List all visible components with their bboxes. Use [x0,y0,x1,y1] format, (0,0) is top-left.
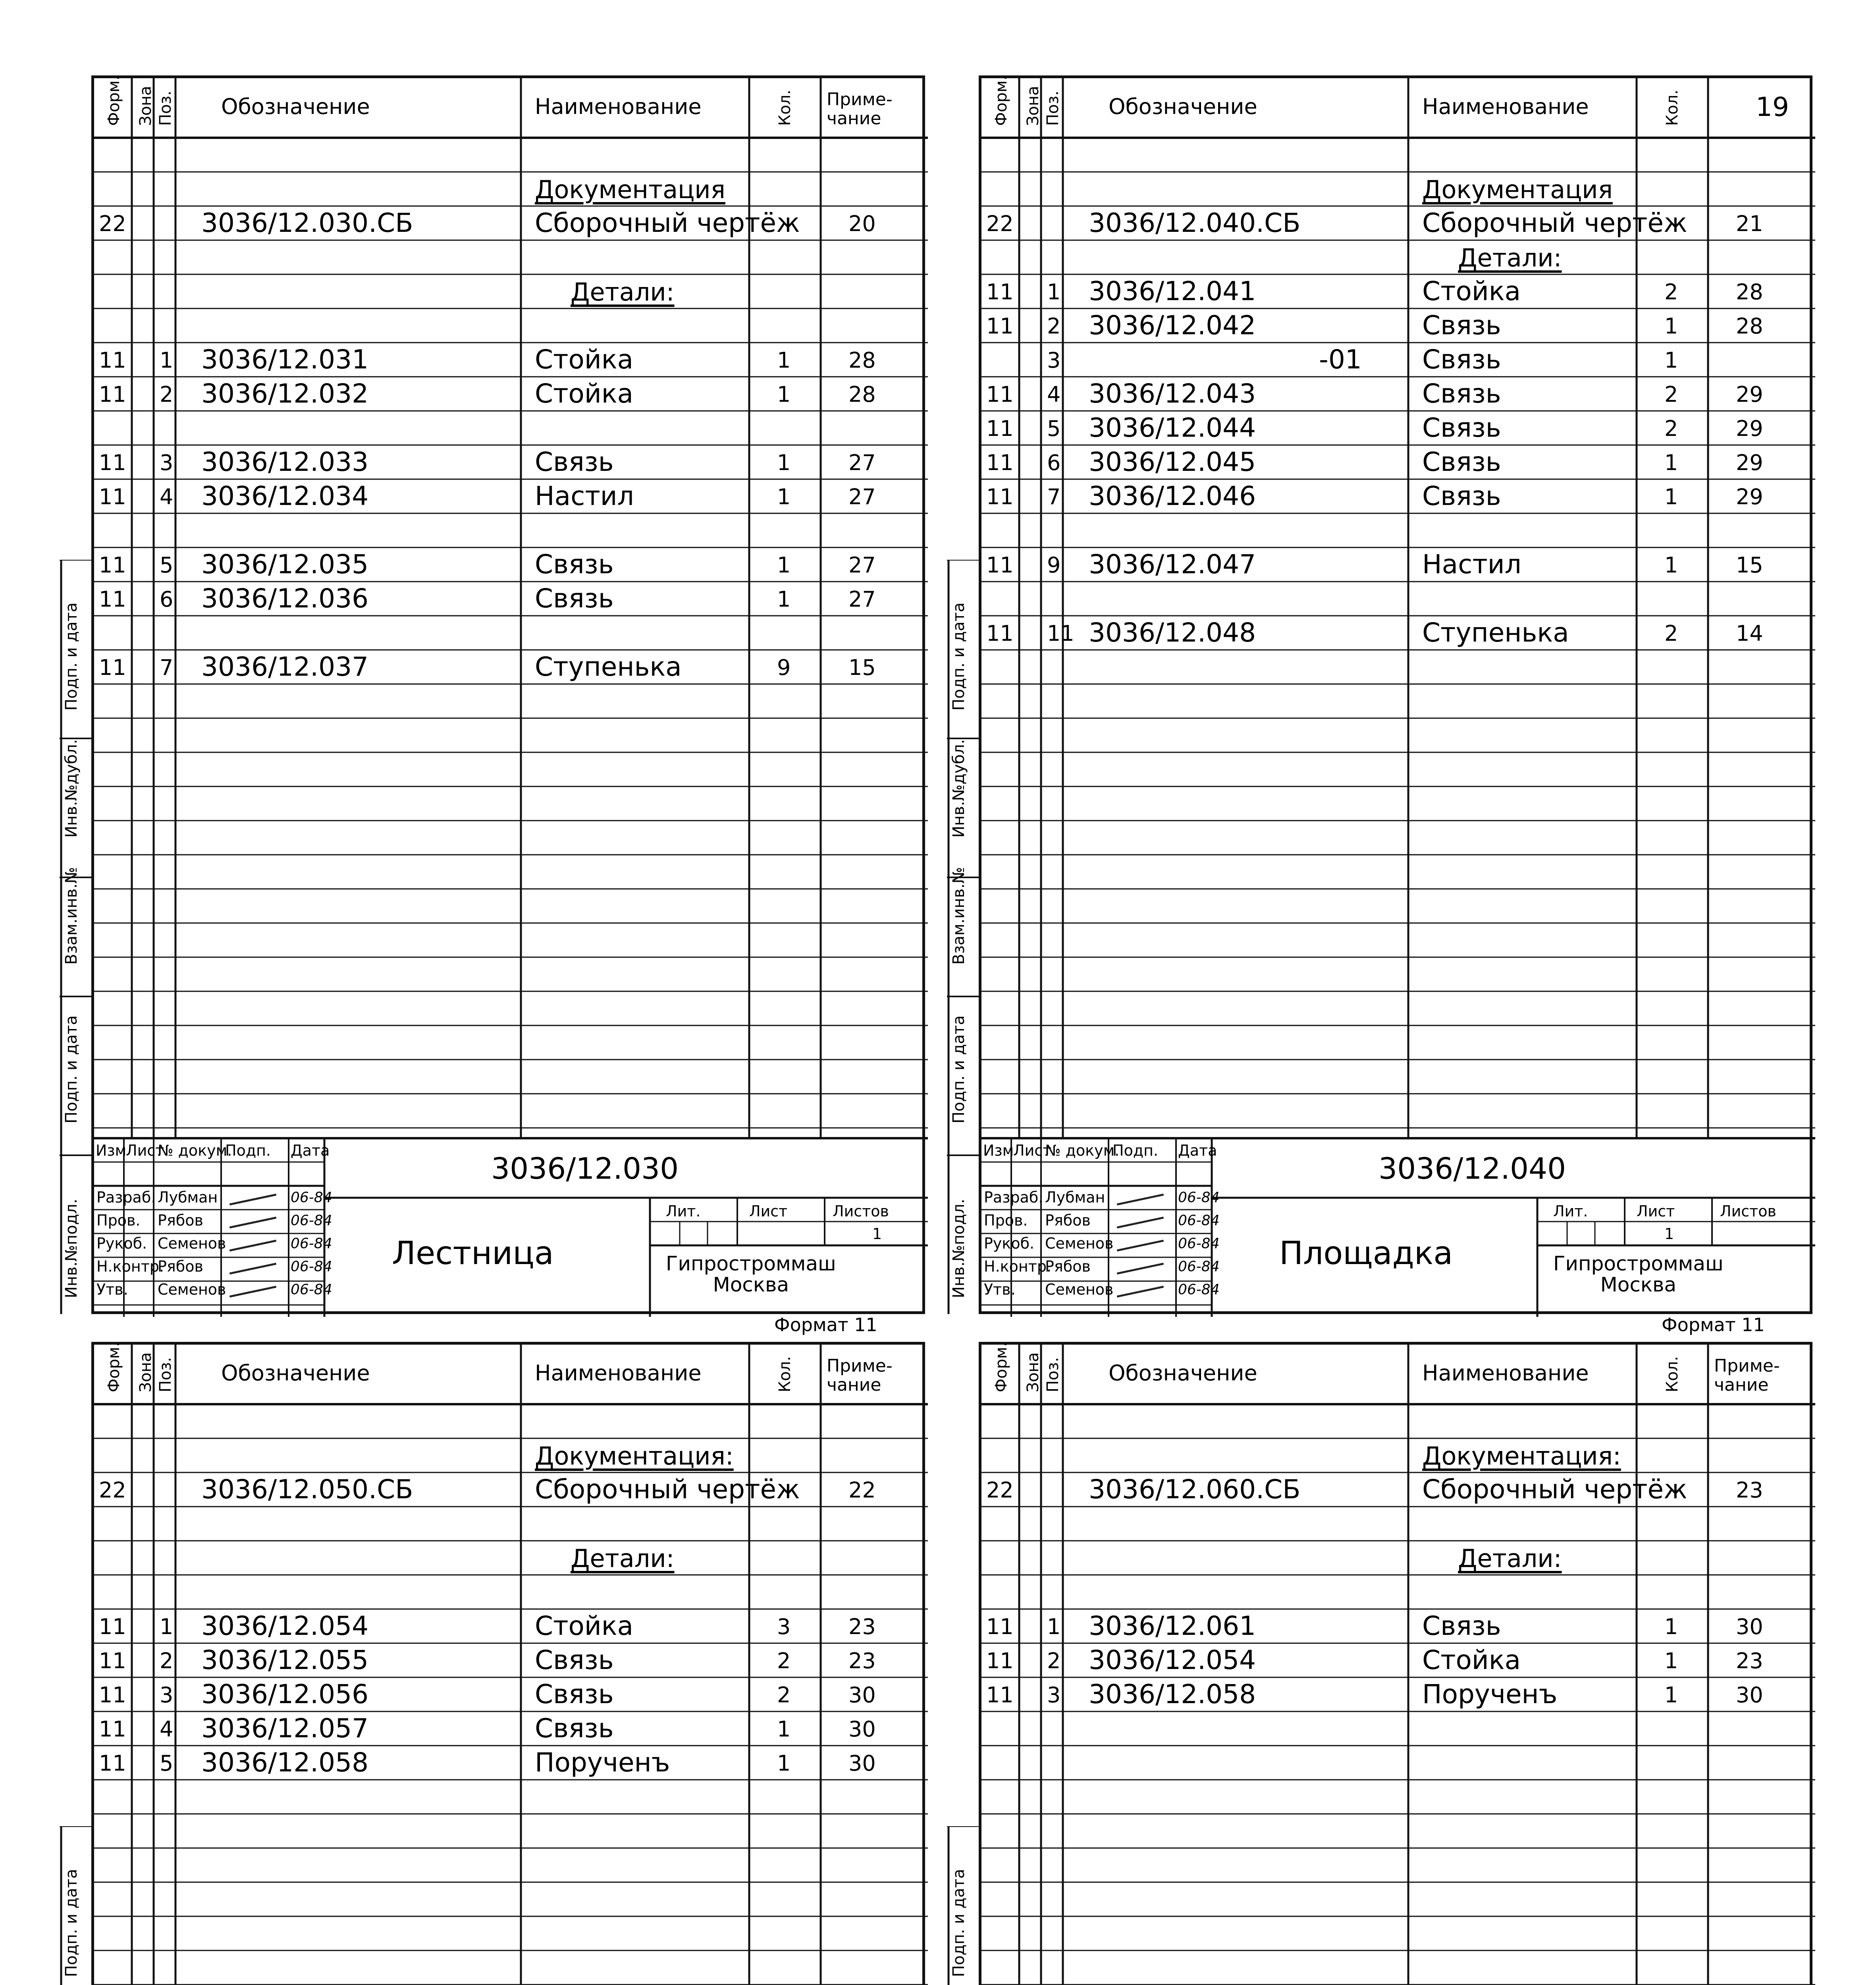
row-note: 14 [1736,621,1763,646]
tb-sheets-val: 1 [872,1225,882,1243]
row-format: 11 [986,279,1014,304]
spec-sheet [91,75,925,1314]
row-name: Связь [1422,412,1501,443]
row-format: 11 [986,621,1014,646]
tb-date: 06-84 [1178,1212,1220,1229]
row-designation: 3036/12.061 [1089,1611,1256,1641]
tb-sheet: Лист [749,1203,788,1220]
row-note: 29 [1736,382,1763,407]
row-name: Связь [1422,1611,1501,1641]
row-qty: 1 [777,348,791,373]
tb-list: Лист [1013,1142,1052,1159]
section-details: Детали: [571,278,675,306]
row-note: 27 [848,553,876,578]
row-note: 29 [1736,484,1763,509]
row-name: Связь [535,583,614,614]
row-designation: 3036/12.042 [1089,310,1256,341]
tb-izm: Изм [983,1142,1014,1159]
row-pos: 5 [1047,416,1061,441]
tb-date: 06-84 [291,1189,332,1206]
binding-strip-frame [947,560,979,1314]
row-format: 22 [99,1478,126,1503]
header-qty: Кол. [1663,89,1681,126]
row-pos: 2 [160,382,174,407]
row-designation: 3036/12.046 [1089,481,1256,511]
row-note: 15 [1736,553,1763,578]
row-name: Ступенька [535,651,682,682]
row-designation: 3036/12.058 [201,1747,369,1778]
header-name: Наименование [1422,1361,1589,1386]
header-format: Форм. [992,1341,1010,1392]
row-name: Связь [535,1645,614,1675]
tb-data: Дата [1178,1142,1217,1159]
row-pos: 4 [1047,382,1061,407]
row-pos: 3 [160,1682,174,1707]
row-pos: 4 [160,484,174,509]
header-designation: Обозначение [1109,1361,1257,1386]
row-name: Связь [1422,447,1501,477]
row-name: Настил [535,481,634,511]
row-note: 28 [848,348,876,373]
row-note: 30 [1736,1682,1763,1707]
row-designation: 3036/12.047 [1089,549,1256,580]
side-label-inv-dubl: Инв.№дубл. [950,739,968,838]
row-note: 22 [848,1478,876,1503]
tb-role: Разраб. [984,1189,1043,1206]
tb-sheets: Листов [1720,1203,1776,1220]
row-format: 11 [99,348,126,373]
section-documentation: Документация: [535,1442,734,1470]
tb-format: Формат 11 [774,1314,877,1336]
row-name: Стойка [1422,1645,1521,1675]
header-name: Наименование [1422,94,1589,119]
row-qty: 2 [1664,416,1678,441]
row-format: 11 [99,553,126,578]
tb-role: Пров. [96,1212,141,1229]
tb-title: Площадка [1279,1235,1453,1272]
row-note: 29 [1736,450,1763,475]
row-name: Сборочный чертёж [535,1474,800,1505]
header-pos: Поз. [1044,91,1062,126]
row-designation: 3036/12.050.СБ [201,1474,413,1505]
row-name: Порученъ [1422,1679,1558,1709]
row-designation: 3036/12.033 [201,447,369,477]
row-pos: 3 [1047,1682,1061,1707]
row-qty: 1 [777,1751,791,1776]
row-qty: 1 [1664,484,1678,509]
tb-document-code: 3036/12.040 [1379,1152,1566,1186]
header-note: Приме- чание [1714,1356,1780,1395]
tb-doc-no: № докум. [1045,1142,1120,1159]
row-format: 11 [99,1682,126,1707]
row-qty: 1 [777,382,791,407]
row-pos: 1 [1047,1614,1061,1639]
row-name: Порученъ [535,1747,670,1778]
header-qty: Кол. [1663,1356,1681,1392]
header-sheet-number: 19 [1756,92,1789,122]
row-format: 11 [99,1751,126,1776]
side-label-podp-data-1: Подп. и дата [62,1015,81,1124]
row-designation: 3036/12.054 [1089,1645,1256,1675]
row-name: Связь [1422,344,1501,375]
tb-format: Формат 11 [1662,1314,1765,1336]
row-qty: 1 [1664,348,1678,373]
side-label-inv-dubl: Инв.№дубл. [62,739,81,838]
row-name: Сборочный чертёж [1422,1474,1687,1505]
row-note: 23 [848,1614,876,1639]
tb-list: Лист [126,1142,164,1159]
row-note: 23 [1736,1648,1763,1673]
row-designation: 3036/12.058 [1089,1679,1256,1709]
row-name: Стойка [535,344,634,375]
row-pos: 2 [160,1648,174,1673]
side-label-podp-data-2: Подп. и дата [950,1869,968,1977]
side-label-vzam-inv: Взам.инв.№ [950,867,968,965]
tb-role: Пров. [984,1212,1028,1229]
row-qty: 3 [777,1614,791,1639]
row-name: Сборочный чертёж [535,208,800,238]
row-designation: -01 [1319,344,1362,375]
sheet-grid-lines [94,78,928,1317]
side-label-podp-data-2: Подп. и дата [950,602,968,711]
header-qty: Кол. [776,1356,794,1392]
row-note: 30 [1736,1614,1763,1639]
row-qty: 1 [777,1717,791,1742]
row-pos: 7 [160,655,174,680]
header-note: Приме- чание [827,1356,893,1395]
row-pos: 9 [1047,553,1061,578]
row-designation: 3036/12.041 [1089,276,1256,306]
tb-podp: Подп. [1112,1142,1159,1159]
tb-role: Рукоб. [96,1235,147,1252]
row-name: Настил [1422,549,1521,580]
row-qty: 1 [1664,1648,1678,1673]
side-label-vzam-inv: Взам.инв.№ [62,867,81,965]
row-name: Связь [1422,378,1501,409]
tb-date: 06-84 [1178,1235,1220,1252]
binding-strip-frame [60,560,91,1314]
tb-person: Рябов [158,1212,203,1229]
side-label-inv-podl: Инв.№подл. [950,1199,968,1298]
tb-role: Утв. [984,1281,1016,1298]
header-format: Форм. [105,75,123,126]
row-note: 27 [848,450,876,475]
row-designation: 3036/12.036 [201,583,369,614]
row-note: 23 [1736,1478,1763,1503]
tb-document-code: 3036/12.030 [491,1152,679,1186]
row-format: 22 [986,211,1014,236]
row-designation: 3036/12.045 [1089,447,1256,477]
row-note: 28 [848,382,876,407]
header-designation: Обозначение [1109,94,1257,119]
row-name: Связь [1422,481,1501,511]
tb-date: 06-84 [291,1235,332,1252]
row-format: 11 [986,450,1014,475]
row-qty: 1 [1664,553,1678,578]
row-designation: 3036/12.032 [201,378,369,409]
side-label-podp-data-2: Подп. и дата [62,602,81,711]
tb-lit: Лит. [1553,1203,1588,1220]
tb-title: Лестница [392,1235,554,1272]
tb-sheet-val: 1 [1664,1225,1674,1243]
tb-person: Семенов [158,1281,226,1298]
row-designation: 3036/12.037 [201,651,369,682]
tb-person: Лубман [158,1189,218,1206]
tb-date: 06-84 [1178,1189,1220,1206]
row-qty: 2 [1664,382,1678,407]
row-format: 11 [99,1717,126,1742]
row-designation: 3036/12.035 [201,549,369,580]
header-designation: Обозначение [221,94,370,119]
row-note: 29 [1736,416,1763,441]
tb-lit: Лит. [666,1203,701,1220]
sheet-grid-lines [981,78,1815,1317]
header-designation: Обозначение [221,1361,370,1386]
tb-organization: Гипростроммаш Москва [666,1252,836,1296]
row-qty: 1 [1664,1682,1678,1707]
row-note: 30 [848,1717,876,1742]
section-documentation: Документация: [1422,1442,1621,1470]
spec-sheet [979,75,1812,1314]
row-note: 28 [1736,279,1763,304]
row-designation: 3036/12.040.СБ [1089,208,1301,238]
header-qty: Кол. [776,89,794,126]
row-pos: 2 [1047,314,1061,339]
row-qty: 1 [1664,314,1678,339]
row-pos: 11 [1047,621,1074,646]
row-format: 11 [986,1682,1014,1707]
row-pos: 5 [160,553,174,578]
header-format: Форм. [105,1341,123,1392]
tb-person: Семенов [1045,1235,1114,1252]
tb-doc-no: № докум. [158,1142,232,1159]
row-qty: 1 [777,450,791,475]
header-name: Наименование [535,94,702,119]
tb-podp: Подп. [225,1142,271,1159]
header-format: Форм. [992,75,1010,126]
row-format: 11 [99,587,126,612]
row-pos: 1 [1047,279,1061,304]
tb-person: Семенов [1045,1281,1114,1298]
row-pos: 1 [160,348,174,373]
row-designation: 3036/12.048 [1089,617,1256,648]
row-pos: 3 [160,450,174,475]
row-name: Стойка [535,378,634,409]
header-zone: Зона [1024,86,1042,126]
row-designation: 3036/12.056 [201,1679,369,1709]
row-format: 11 [986,382,1014,407]
header-pos: Поз. [1044,1357,1062,1392]
section-documentation: Документация [1422,175,1613,204]
row-format: 11 [99,1648,126,1673]
row-designation: 3036/12.034 [201,481,369,511]
row-format: 11 [986,553,1014,578]
row-name: Стойка [535,1611,634,1641]
tb-date: 06-84 [291,1282,332,1298]
tb-role: Утв. [96,1281,128,1298]
row-qty: 2 [1664,621,1678,646]
row-format: 22 [986,1478,1014,1503]
row-format: 11 [986,416,1014,441]
tb-sheet: Лист [1637,1203,1675,1220]
tb-izm: Изм [96,1142,127,1159]
tb-role: Разраб. [96,1189,156,1206]
row-qty: 2 [777,1682,791,1707]
row-note: 27 [848,587,876,612]
row-qty: 9 [777,655,791,680]
row-format: 11 [99,484,126,509]
spec-sheet [91,1342,925,1985]
row-pos: 3 [1047,348,1061,373]
side-label-podp-data-2: Подп. и дата [62,1869,81,1977]
row-designation: 3036/12.030.СБ [201,208,413,238]
header-pos: Поз. [156,91,175,126]
section-details: Детали: [571,1544,675,1573]
tb-person: Семенов [158,1235,226,1252]
section-details: Детали: [1458,243,1562,272]
row-qty: 1 [1664,1614,1678,1639]
row-note: 30 [848,1682,876,1707]
row-name: Связь [1422,310,1501,341]
spec-sheet [979,1342,1812,1985]
row-qty: 2 [777,1648,791,1673]
section-documentation: Документация [535,175,725,204]
tb-person: Лубман [1045,1189,1105,1206]
row-name: Связь [535,1679,614,1709]
tb-organization: Гипростроммаш Москва [1553,1252,1724,1296]
tb-date: 06-84 [1178,1282,1220,1298]
row-format: 11 [99,382,126,407]
tb-role: Н.контр. [96,1258,164,1275]
tb-data: Дата [291,1142,330,1159]
tb-person: Рябов [158,1258,203,1275]
binding-strip-frame [947,1826,979,1985]
row-note: 27 [848,484,876,509]
row-name: Связь [535,1713,614,1744]
tb-person: Рябов [1045,1212,1091,1229]
section-details: Детали: [1458,1544,1562,1573]
row-pos: 6 [1047,450,1061,475]
row-pos: 5 [160,1751,174,1776]
row-pos: 6 [160,587,174,612]
row-designation: 3036/12.055 [201,1645,369,1675]
row-pos: 2 [1047,1648,1061,1673]
row-format: 11 [986,314,1014,339]
row-qty: 1 [777,484,791,509]
row-format: 11 [99,450,126,475]
header-note: Приме- чание [827,89,893,129]
row-note: 28 [1736,314,1763,339]
row-designation: 3036/12.043 [1089,378,1256,409]
binding-strip-frame [60,1826,91,1985]
tb-date: 06-84 [1178,1258,1220,1275]
row-qty: 1 [777,553,791,578]
row-designation: 3036/12.057 [201,1713,369,1744]
row-format: 11 [986,1614,1014,1639]
row-note: 15 [848,655,876,680]
header-zone: Зона [137,1352,155,1392]
header-zone: Зона [1024,1352,1042,1392]
row-qty: 1 [777,587,791,612]
row-format: 11 [986,484,1014,509]
row-name: Сборочный чертёж [1422,208,1687,238]
header-pos: Поз. [156,1357,175,1392]
row-designation: 3036/12.060.СБ [1089,1474,1301,1505]
row-name: Ступенька [1422,617,1569,648]
row-format: 11 [99,1614,126,1639]
row-format: 11 [986,1648,1014,1673]
tb-role: Рукоб. [984,1235,1035,1252]
row-pos: 4 [160,1717,174,1742]
tb-person: Рябов [1045,1258,1091,1275]
side-label-podp-data-1: Подп. и дата [950,1015,968,1124]
header-name: Наименование [535,1361,702,1386]
row-qty: 2 [1664,279,1678,304]
side-label-inv-podl: Инв.№подл. [62,1199,81,1298]
tb-role: Н.контр. [984,1258,1052,1275]
row-name: Связь [535,549,614,580]
row-designation: 3036/12.044 [1089,412,1256,443]
row-pos: 1 [160,1614,174,1639]
row-name: Стойка [1422,276,1521,306]
tb-sheets: Листов [833,1203,889,1220]
row-note: 21 [1736,211,1763,236]
row-designation: 3036/12.054 [201,1611,369,1641]
tb-date: 06-84 [291,1258,332,1275]
row-qty: 1 [1664,450,1678,475]
row-name: Связь [535,447,614,477]
row-format: 22 [99,211,126,236]
row-designation: 3036/12.031 [201,344,369,375]
row-note: 30 [848,1751,876,1776]
row-pos: 7 [1047,484,1061,509]
header-zone: Зона [137,86,155,126]
row-note: 20 [848,211,876,236]
row-format: 11 [99,655,126,680]
tb-date: 06-84 [291,1212,332,1229]
row-note: 23 [848,1648,876,1673]
